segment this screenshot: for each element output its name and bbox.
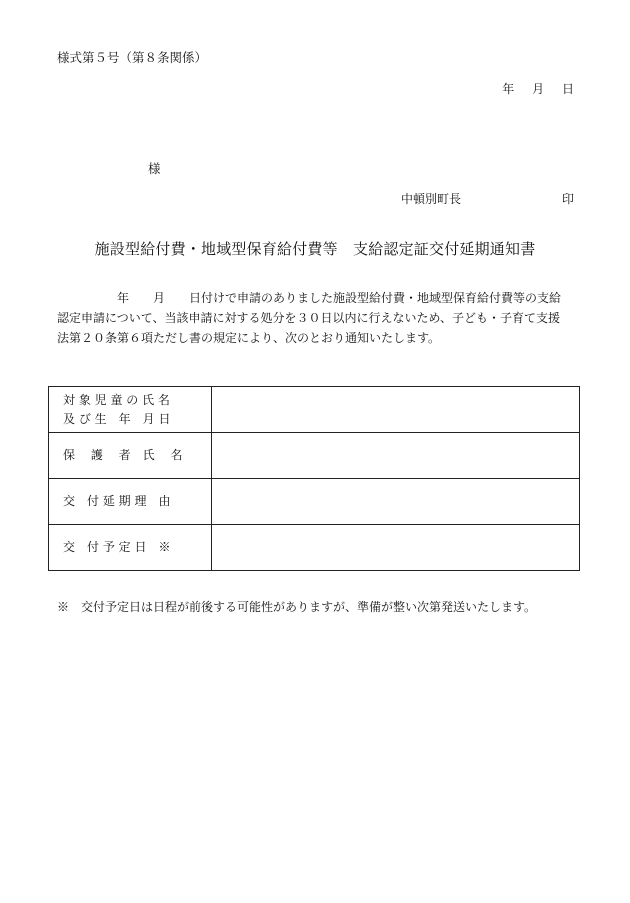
label-line: 交 付 延 期 理 由 [63,494,171,508]
label-guardian-name [49,433,212,479]
issue-date [488,80,574,97]
addressee-suffix: 様 [148,161,161,176]
footnote: ※ 交付予定日は日程が前後する可能性がありますが、準備が整い次第発送いたします。 [57,600,537,614]
value-child-name-birthdate [212,387,580,433]
body-line: 法第２０条第６項ただし書の規定により、次のとおり通知いたします。 [57,331,441,345]
label-delay-reason [49,479,212,525]
info-table [48,386,580,571]
label-line: 交 付 予 定 日 ※ [63,540,171,554]
table-row [49,525,580,571]
date-month-label: 月 [532,82,545,96]
label-scheduled-date [49,525,212,571]
label-line: 対 象 児 童 の 氏 名 [63,392,170,407]
table-row [49,433,580,479]
table-row [49,479,580,525]
value-guardian-name [212,433,580,479]
document-title: 施設型給付費・地域型保育給付費等 支給認定証交付延期通知書 [94,240,536,258]
body-line: 年 月 日付けで申請のありました施設型給付費・地域型保育給付費等の支給 [57,291,562,305]
issuer-title: 中頓別町長 [401,192,462,206]
body-line: 認定申請について、当該申請に対する処分を３０日以内に行えないため、子ども・子育て支援 [57,311,561,325]
date-year-label: 年 [502,82,515,96]
label-line: 及 び 生 年 月 日 [63,411,171,426]
table-row [49,387,580,433]
form-number: 様式第５号（第８条関係） [57,50,208,65]
value-scheduled-date [212,525,580,571]
notice-body [57,288,587,348]
label-child-name-birthdate [49,387,212,433]
date-day-label: 日 [561,82,574,96]
seal-mark: 印 [562,192,575,206]
label-line: 保 護 者 氏 名 [63,448,183,462]
value-delay-reason [212,479,580,525]
